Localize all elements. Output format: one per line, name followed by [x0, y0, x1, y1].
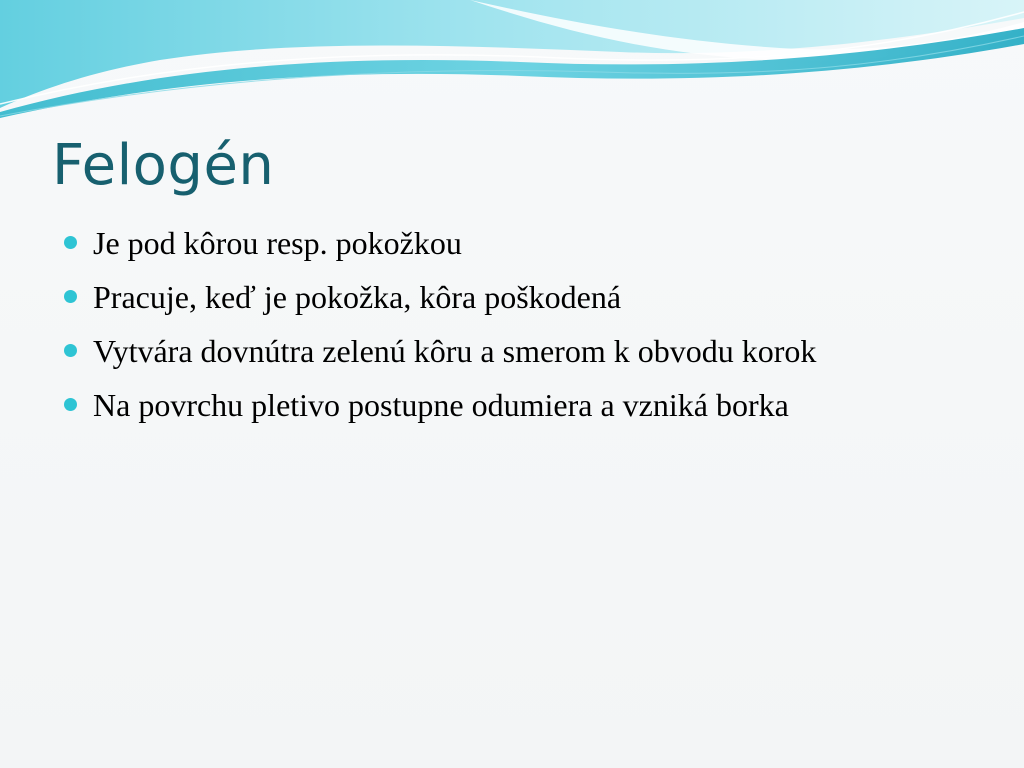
- bullet-text: Vytvára dovnútra zelenú kôru a smerom k obvodu korok: [93, 333, 817, 369]
- wave-decoration: [0, 0, 1024, 120]
- slide-title: Felogén: [52, 133, 275, 198]
- bullet-text: Pracuje, keď je pokožka, kôra poškodená: [93, 279, 622, 315]
- bullet-icon: [64, 236, 77, 249]
- list-item: [64, 276, 944, 319]
- list-item: [64, 330, 944, 373]
- bullet-text: Na povrchu pletivo postupne odumiera a vzniká borka: [93, 387, 789, 423]
- list-item: [64, 384, 944, 427]
- bullet-icon: [64, 290, 77, 303]
- bullet-icon: [64, 398, 77, 411]
- list-item: [64, 222, 944, 265]
- bullet-icon: [64, 344, 77, 357]
- bullet-text: Je pod kôrou resp. pokožkou: [93, 225, 462, 261]
- bullet-list: [64, 222, 944, 438]
